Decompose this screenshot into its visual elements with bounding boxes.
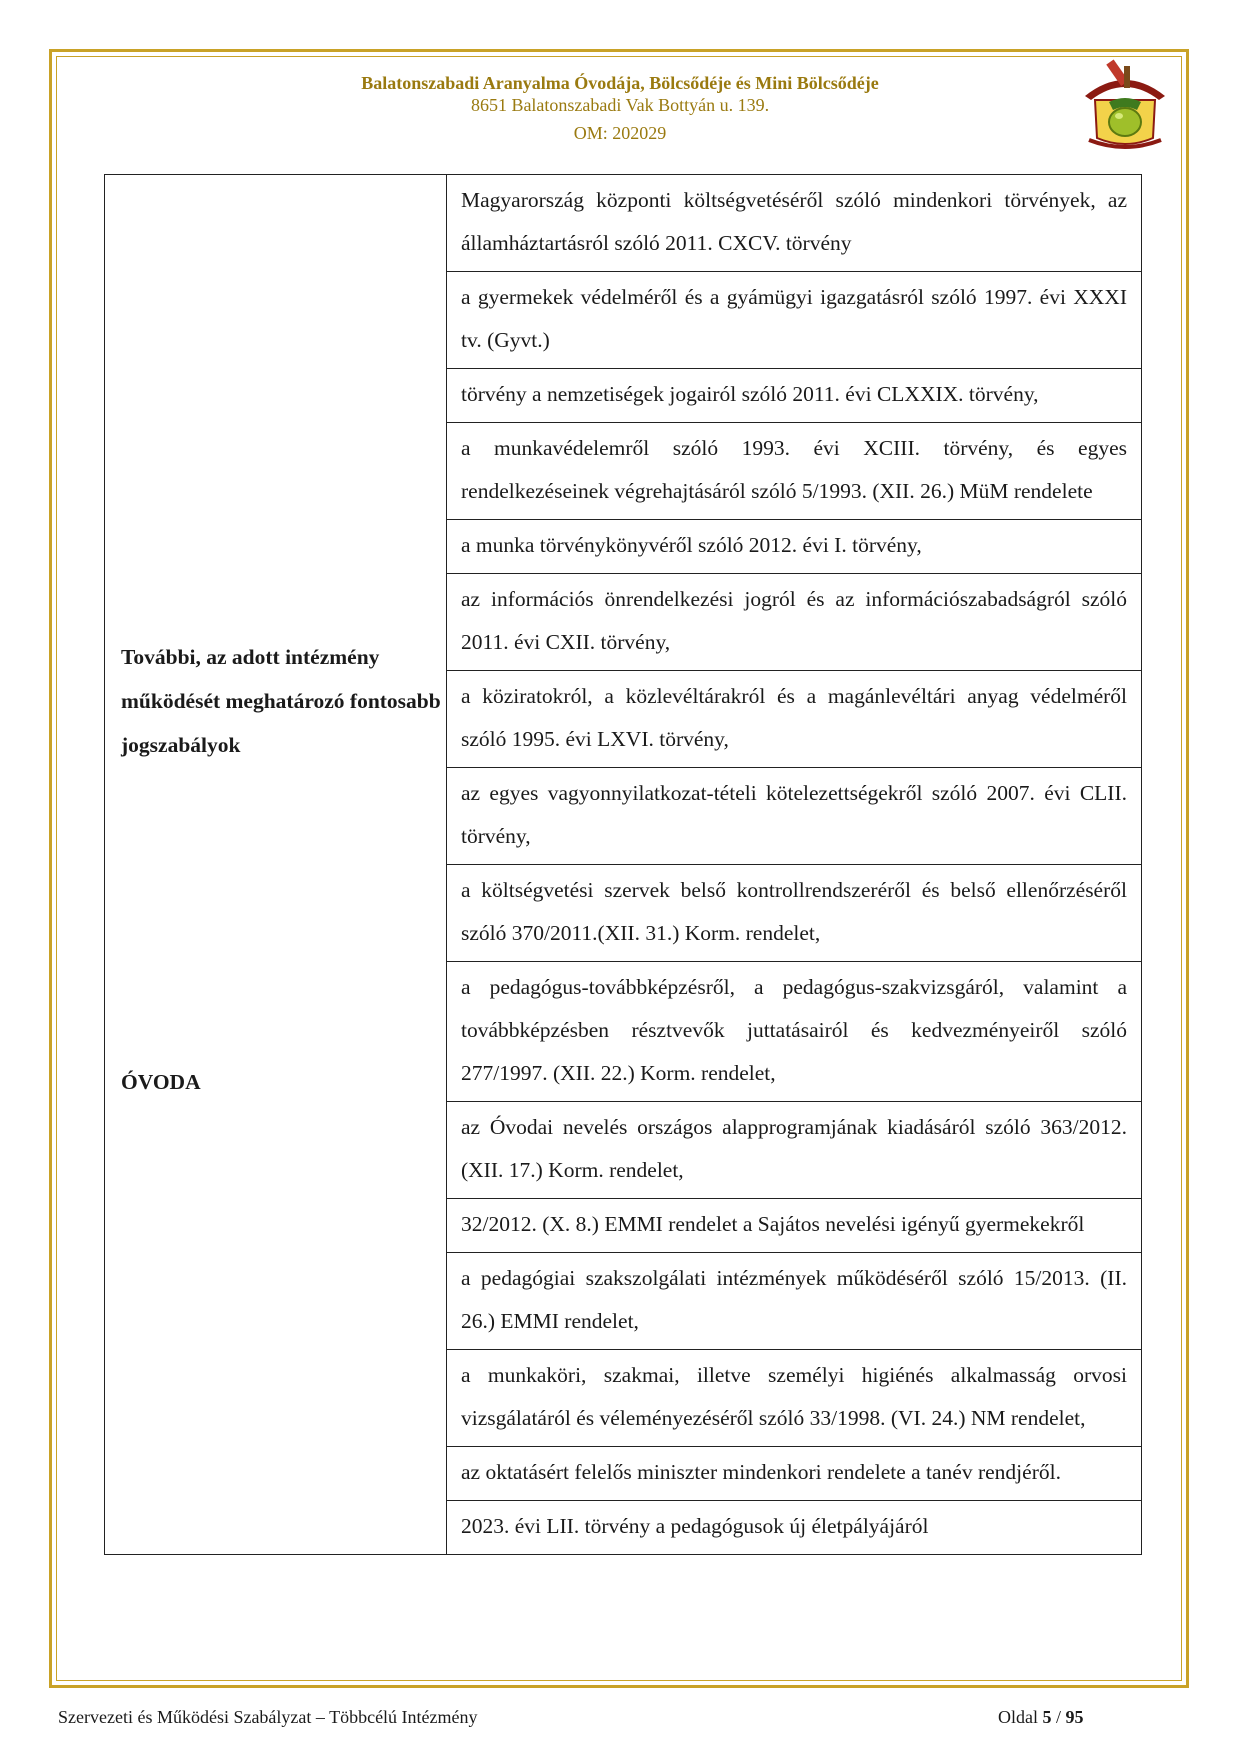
page-number bbox=[998, 1707, 1084, 1728]
page-word: Oldal bbox=[998, 1707, 1038, 1727]
footer-document-title: Szervezeti és Működési Szabályzat – Többcélú Intézmény bbox=[58, 1707, 478, 1727]
law-item: a gyermekek védelméről és a gyámügyi igazgatásról szóló 1997. évi XXXI tv. (Gyvt.) bbox=[447, 272, 1142, 369]
law-item: a pedagógiai szakszolgálati intézmények működéséről szóló 15/2013. (II. 26.) EMMI rendelet, bbox=[447, 1253, 1142, 1350]
page-total: 95 bbox=[1065, 1707, 1084, 1727]
laws-category-cell bbox=[105, 175, 447, 1555]
law-item: az Óvodai nevelés országos alapprogramjának kiadásáról szóló 363/2012. (XII. 17.) Korm. rendelet, bbox=[447, 1102, 1142, 1199]
institution-name: Balatonszabadi Aranyalma Óvodája, Bölcsődéje és Mini Bölcsődéje bbox=[361, 73, 879, 93]
law-item: a köziratokról, a közlevéltárakról és a magánlevéltári anyag védelméről szóló 1995. évi LXVI. törvény, bbox=[447, 671, 1142, 768]
page-current: 5 bbox=[1042, 1707, 1052, 1727]
law-item: a munka törvénykönyvéről szóló 2012. évi I. törvény, bbox=[447, 520, 1142, 574]
laws-table bbox=[104, 174, 1142, 1555]
law-item: a munkavédelemről szóló 1993. évi XCIII. törvény, és egyes rendelkezéseinek végrehajtásáról szóló 5/1993. (XII. 26.) MüM rendelete bbox=[447, 423, 1142, 520]
law-item: a költségvetési szervek belső kontrollrendszeréről és belső ellenőrzéséről szóló 370/2011.(XII. 31.) Korm. rendelet, bbox=[447, 865, 1142, 962]
law-item: az információs önrendelkezési jogról és az információszabadságról szóló 2011. évi CXII. törvény, bbox=[447, 574, 1142, 671]
law-item: az oktatásért felelős miniszter mindenkori rendelete a tanév rendjéről. bbox=[447, 1447, 1142, 1501]
law-item: a munkaköri, szakmai, illetve személyi higiénés alkalmasság orvosi vizsgálatáról és véleményezéséről szóló 33/1998. (VI. 24.) NM rendelet, bbox=[447, 1350, 1142, 1447]
law-item: a pedagógus-továbbképzésről, a pedagógus-szakvizsgáról, valamint a továbbképzésben résztvevők juttatásairól és kedvezményeiről szóló 277/1997. (XII. 22.) Korm. rendelet, bbox=[447, 962, 1142, 1102]
om-identifier: OM: 202029 bbox=[573, 123, 667, 143]
institution-address: 8651 Balatonszabadi Vak Bottyán u. 139. bbox=[470, 95, 770, 115]
law-item: az egyes vagyonnyilatkozat-tételi kötelezettségekről szóló 2007. évi CLII. törvény, bbox=[447, 768, 1142, 865]
law-item: Magyarország központi költségvetéséről szóló mindenkori törvények, az államháztartásról szóló 2011. CXCV. törvény bbox=[447, 175, 1142, 272]
law-item: 32/2012. (X. 8.) EMMI rendelet a Sajátos nevelési igényű gyermekekről bbox=[447, 1199, 1142, 1253]
law-item: törvény a nemzetiségek jogairól szóló 2011. évi CLXXIX. törvény, bbox=[447, 369, 1142, 423]
page-separator: / bbox=[1056, 1707, 1062, 1727]
category-label-ovoda: ÓVODA bbox=[121, 1070, 201, 1094]
apple-logo-icon bbox=[1079, 56, 1171, 152]
document-header bbox=[230, 72, 1010, 144]
law-item: 2023. évi LII. törvény a pedagógusok új életpályájáról bbox=[447, 1501, 1142, 1555]
category-label-laws: További, az adott intézmény működését meghatározó fontosabb jogszabályok bbox=[121, 645, 441, 757]
